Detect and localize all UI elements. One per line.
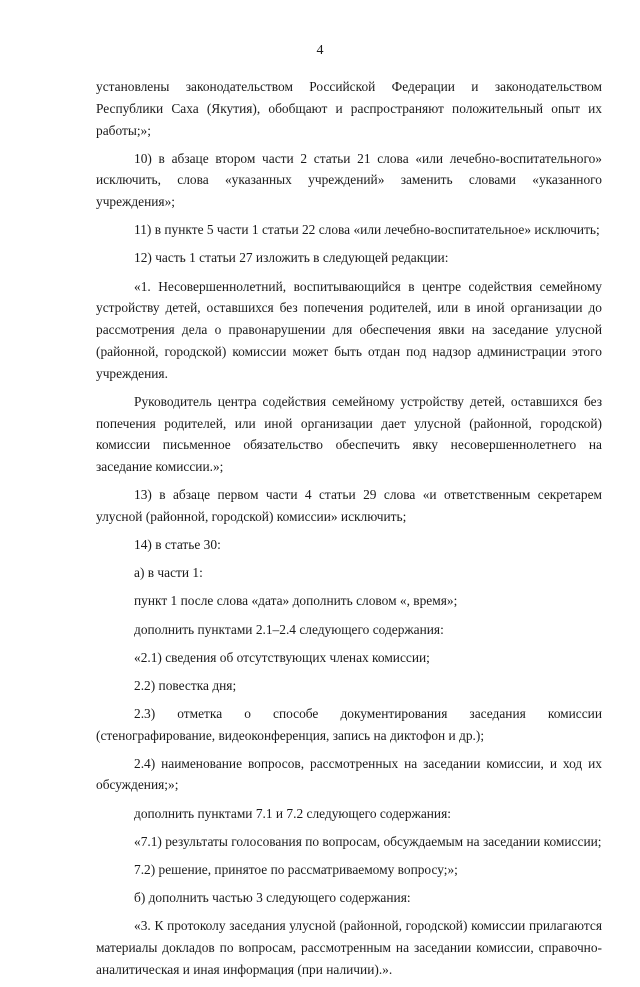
paragraph-item-10: 10) в абзаце втором части 2 статьи 21 слова «или лечебно-воспитательного» исключить, слова «указанных учреждений» заменить словами «указанного учреждения»;	[96, 150, 602, 210]
paragraph-item-11: 11) в пункте 5 части 1 статьи 22 слова «или лечебно-воспитательное» исключить;	[134, 222, 600, 238]
paragraph-add-points-7: дополнить пунктами 7.1 и 7.2 следующего содержания:	[134, 805, 451, 821]
paragraph-item-13: 13) в абзаце первом части 4 статьи 29 слова «и ответственным секретарем улусной (районной, городской) комиссии» исключить;	[96, 487, 602, 525]
paragraph-point-7-1: «7.1) результаты голосования по вопросам, обсуждаемым на заседании комиссии;	[134, 833, 602, 849]
paragraph-sub-a: а) в части 1:	[134, 565, 203, 581]
paragraph-point-7-2: 7.2) решение, принятое по рассматриваемому вопросу;»;	[134, 861, 458, 877]
paragraph-add-points: дополнить пунктами 2.1–2.4 следующего содержания:	[134, 621, 444, 637]
page-number: 4	[316, 43, 324, 58]
paragraph-item-12: 12) часть 1 статьи 27 изложить в следующей редакции:	[134, 250, 449, 266]
paragraph-part-3: «3. К протоколу заседания улусной (районной, городской) комиссии прилагаются материалы докладов по вопросам, рассмотренным на заседании комиссии, справочно-аналитическая и иная информация (при наличии).».	[96, 917, 602, 977]
paragraph-continuation: установлены законодательством Российской Федерации и законодательством Республики Саха (Якутия), обобщают и распространяют положительный опыт их работы;»;	[96, 79, 602, 138]
paragraph-item-14: 14) в статье 30:	[134, 537, 221, 553]
paragraph-point-2-1: «2.1) сведения об отсутствующих членах комиссии;	[134, 649, 430, 665]
paragraph-point-2-3: 2.3) отметка о способе документирования заседания комиссии (стенографирование, видеоконференция, запись на диктофон и др.);	[96, 705, 602, 743]
paragraph-point-2-2: 2.2) повестка дня;	[134, 677, 237, 693]
document-body	[96, 76, 602, 987]
paragraph-sub-b: б) дополнить частью 3 следующего содержания:	[134, 889, 411, 905]
paragraph-point-1: пункт 1 после слова «дата» дополнить словом «, время»;	[134, 593, 458, 609]
paragraph-quote-part-1: «1. Несовершеннолетний, воспитывающийся в центре содействия семейному устройству детей, оставшихся без попечения родителей, или в иной организации до рассмотрения дела о правонарушении для обеспечения явки на заседание улусной (районной, городской) комиссии может быть отдан под надзор администрации этого учреждения.	[96, 278, 602, 381]
paragraph-quote-head: Руководитель центра содействия семейному устройству детей, оставшихся без попечения родителей, или иной организации дает улусной (районной, городской) комиссии письменное обязательство обеспечить явку несовершеннолетнего на заседание комиссии.»;	[96, 393, 602, 475]
paragraph-point-2-4: 2.4) наименование вопросов, рассмотренных на заседании комиссии, и ход их обсуждения;»;	[96, 755, 602, 793]
